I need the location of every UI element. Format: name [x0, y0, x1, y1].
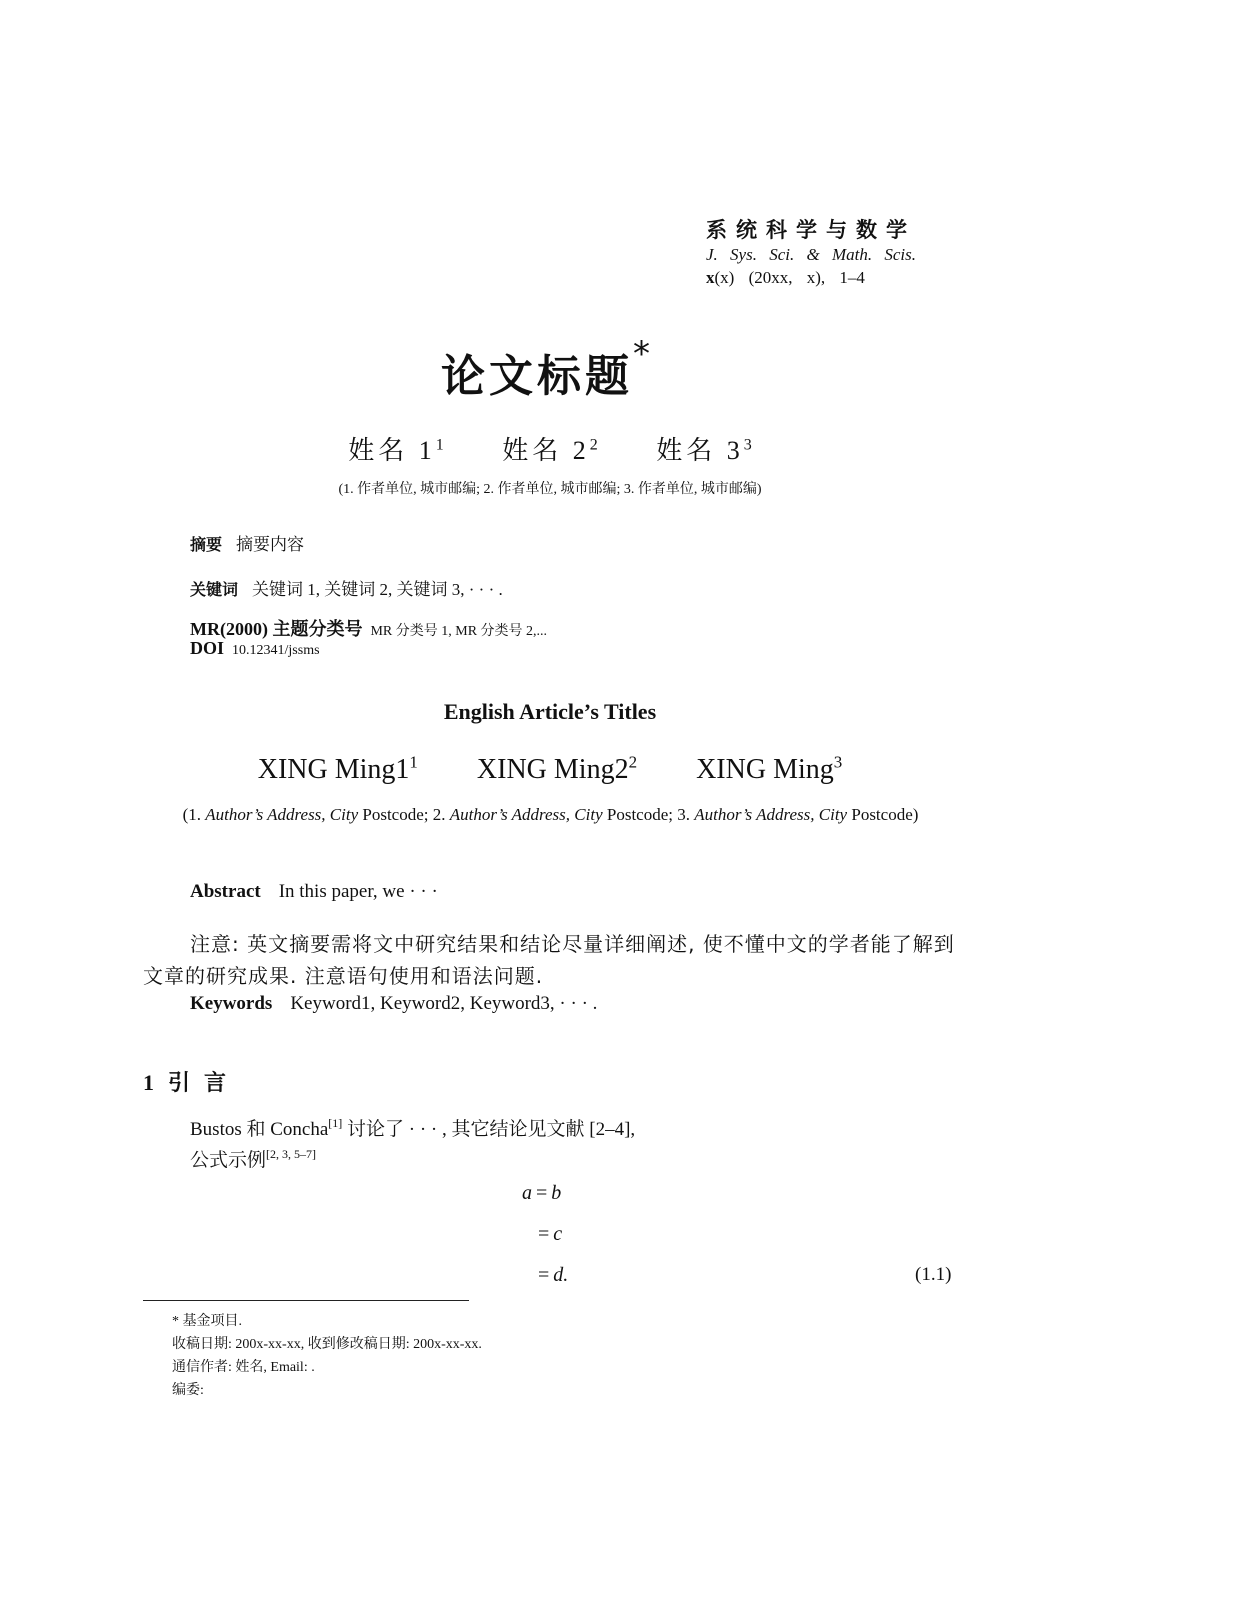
title-text: 论文标题: [441, 351, 633, 402]
body-paragraph-line-1: Bustos 和 Concha[1] 讨论了 · · · , 其它结论见文献 [2–4],: [190, 1116, 636, 1140]
keywords-en-text: Keyword1, Keyword2, Keyword3, · · · .: [290, 993, 598, 1014]
abstract-en-label: Abstract: [190, 881, 261, 902]
pages: 1–4: [839, 268, 865, 287]
footnote-corresponding: 通信作者: 姓名, Email: .: [172, 1360, 315, 1375]
abstract-cn-label: 摘要: [190, 535, 223, 554]
doi-label: DOI: [190, 638, 225, 658]
abstract-en-text: In this paper, we · · ·: [278, 881, 438, 902]
keywords-cn-label: 关键词: [190, 580, 239, 599]
equation-line-2: = c: [538, 1223, 563, 1245]
english-title: English Article’s Titles: [443, 699, 657, 724]
year-issue: (20xx, x),: [748, 268, 826, 287]
equation-number: (1.1): [915, 1264, 952, 1285]
affiliations-cn: (1. 作者单位, 城市邮编; 2. 作者单位, 城市邮编; 3. 作者单位, 城市邮编): [338, 482, 762, 497]
author-en-1: XING $Ming1^1$: [257, 753, 418, 786]
authors-en: [0, 753, 1100, 786]
mr-label: MR(2000) 主题分类号: [190, 619, 363, 639]
keywords-en: [190, 993, 597, 1015]
doi: [190, 638, 320, 659]
authors-cn: [0, 430, 1100, 467]
journal-volume-info: [706, 268, 865, 288]
author-en-3: XING Ming$^3$: [696, 753, 843, 786]
footnote-rule: [143, 1300, 469, 1301]
equation-line-1: a = b: [522, 1182, 562, 1204]
mr-text: MR 分类号 1, MR 分类号 2,...: [370, 624, 548, 639]
keywords-en-label: Keywords: [190, 993, 273, 1014]
volume: x: [706, 268, 715, 287]
abstract-note: 注意: 英文摘要需将文中研究结果和结论尽量详细阐述, 使不懂中文的学者能了解到文章的研究成果. 注意语句使用和语法问题.: [143, 932, 955, 988]
author-cn-2: 姓名 $2^2$: [502, 436, 598, 465]
footnote-editor: 编委:: [172, 1383, 204, 1398]
journal-name-cn: 系统科学与数学: [706, 218, 916, 242]
author-cn-3: 姓名 $3^3$: [656, 436, 752, 465]
section-heading: 1 引言: [143, 1070, 241, 1096]
abstract-cn-text: 摘要内容: [236, 535, 305, 554]
keywords-cn-text: 关键词 1, 关键词 2, 关键词 3, · · · .: [252, 580, 503, 599]
journal-name-en: J. Sys. Sci. & Math. Scis.: [706, 245, 916, 264]
equation-line-3: = d.: [538, 1264, 569, 1286]
footnote-funding: * 基金项目.: [172, 1314, 242, 1329]
citation: [1]: [328, 1116, 343, 1130]
abstract-en: [190, 881, 438, 903]
body-paragraph-line-2: 公式示例[2, 3, 5–7]: [190, 1147, 317, 1171]
affiliations-en: (1. Author’s Address, City Postcode; 2. Author’s Address, City Postcode; 3. Author’s Address, City Postcode): [182, 805, 919, 824]
doi-text: 10.12341/jssms: [232, 643, 320, 658]
author-en-2: XING $Ming2^2$: [476, 753, 638, 786]
abstract-cn: [190, 530, 304, 555]
keywords-cn: [190, 575, 503, 600]
issue: (x): [714, 268, 735, 287]
author-cn-1: 姓名 $1^1$: [348, 436, 444, 465]
citation: [2, 3, 5–7]: [266, 1147, 317, 1161]
footnote-dates: 收稿日期: 200x-xx-xx, 收到修改稿日期: 200x-xx-xx.: [172, 1337, 482, 1352]
paper-title: [0, 334, 1095, 404]
title-footnote-mark: *: [633, 334, 654, 375]
